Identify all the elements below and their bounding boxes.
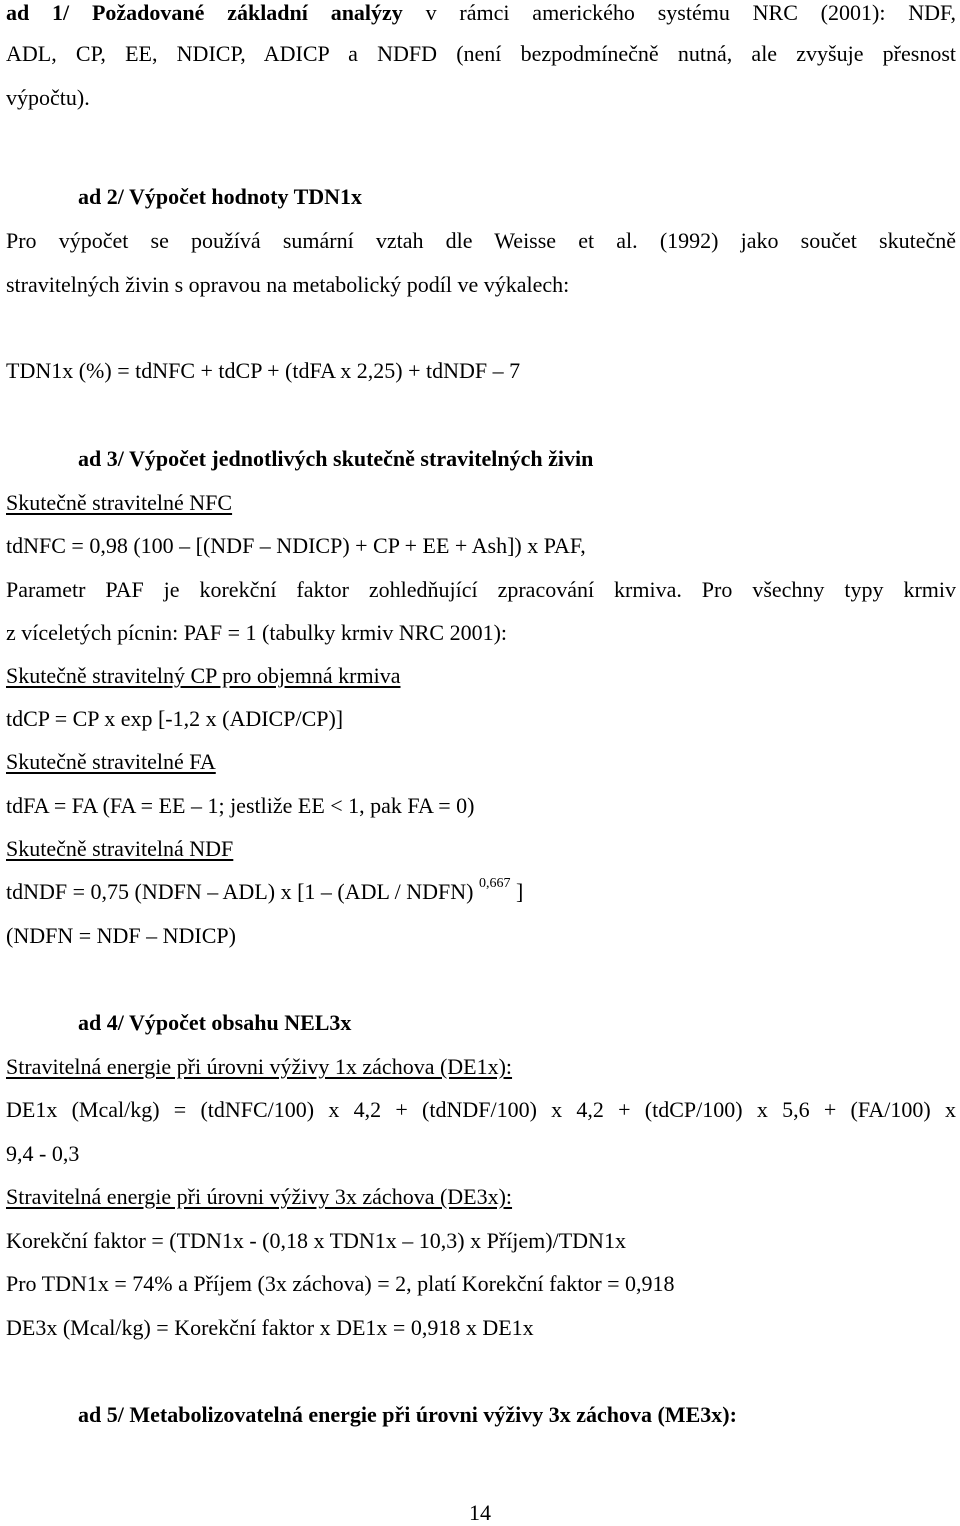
s3-ndf-formula: tdNDF = 0,75 (NDFN – ADL) x [1 – (ADL / NDFN) $^{0,667}$ ] bbox=[6, 876, 524, 904]
s3-paf-line2: z víceletých pícnin: PAF = 1 (tabulky krmiv NRC 2001): bbox=[6, 620, 508, 645]
s3-ndf-label: Skutečně stravitelná NDF bbox=[6, 836, 234, 861]
s4-de1-line2: 9,4 - 0,3 bbox=[6, 1141, 80, 1166]
s3-ndf-exponent: 0,667 bbox=[478, 876, 511, 891]
s2-line2: stravitelných živin s opravou na metabolický podíl ve výkalech: bbox=[6, 272, 570, 297]
s1-line3: výpočtu). bbox=[6, 85, 90, 110]
page-number: 14 bbox=[469, 1500, 491, 1525]
s3-nfc-formula: tdNFC = 0,98 (100 – [(NDF – NDICP) + CP + EE + Ash]) x PAF, bbox=[6, 533, 586, 558]
s4-heading: ad 4/ Výpočet obsahu NEL3x bbox=[78, 1010, 352, 1035]
s1-rest: v rámci amerického systému NRC (2001): NDF, bbox=[402, 0, 956, 25]
s4-kf-example: Pro TDN1x = 74% a Příjem (3x záchova) = 2, platí Korekční faktor = 0,918 bbox=[6, 1271, 675, 1296]
s3-paf-line1: Parametr PAF je korekční faktor zohledňující zpracování krmiva. Pro všechny typy krmiv bbox=[6, 577, 956, 602]
s3-fa-label: Skutečně stravitelné FA bbox=[6, 749, 216, 774]
s3-cp-label: Skutečně stravitelný CP pro objemná krmiva bbox=[6, 663, 401, 688]
s4-de3-label: Stravitelná energie při úrovni výživy 3x záchova (DE3x): bbox=[6, 1184, 513, 1209]
s3-ndfn-def: (NDFN = NDF – NDICP) bbox=[6, 923, 236, 948]
s2-heading: ad 2/ Výpočet hodnoty TDN1x bbox=[78, 184, 363, 209]
s1-heading: ad 1/ Požadované základní analýzy bbox=[6, 0, 403, 25]
s4-kf-formula: Korekční faktor = (TDN1x - (0,18 x TDN1x – 10,3) x Příjem)/TDN1x bbox=[6, 1228, 626, 1253]
s1-line1 bbox=[6, 0, 956, 26]
s4-de3-formula: DE3x (Mcal/kg) = Korekční faktor x DE1x = 0,918 x DE1x bbox=[6, 1315, 534, 1340]
s4-de1-label: Stravitelná energie při úrovni výživy 1x záchova (DE1x): bbox=[6, 1054, 513, 1079]
s3-nfc-label: Skutečně stravitelné NFC bbox=[6, 490, 233, 515]
s3-heading: ad 3/ Výpočet jednotlivých skutečně stravitelných živin bbox=[78, 446, 594, 471]
s2-line1: Pro výpočet se používá sumární vztah dle Weisse et al. (1992) jako součet skutečně bbox=[6, 228, 956, 253]
s4-de1-line1: DE1x (Mcal/kg) = (tdNFC/100) x 4,2 + (tdNDF/100) x 4,2 + (tdCP/100) x 5,6 + (FA/100) x bbox=[6, 1097, 956, 1122]
s5-heading: ad 5/ Metabolizovatelná energie při úrovni výživy 3x záchova (ME3x): bbox=[78, 1402, 737, 1427]
s3-cp-formula: tdCP = CP x exp [-1,2 x (ADICP/CP)] bbox=[6, 706, 344, 731]
s1-line2: ADL, CP, EE, NDICP, ADICP a NDFD (není bezpodmínečně nutná, ale zvyšuje přesnost bbox=[6, 41, 956, 66]
s3-fa-formula: tdFA = FA (FA = EE – 1; jestliže EE < 1, pak FA = 0) bbox=[6, 793, 475, 818]
s2-formula: TDN1x (%) = tdNFC + tdCP + (tdFA x 2,25) + tdNDF – 7 bbox=[6, 358, 521, 383]
